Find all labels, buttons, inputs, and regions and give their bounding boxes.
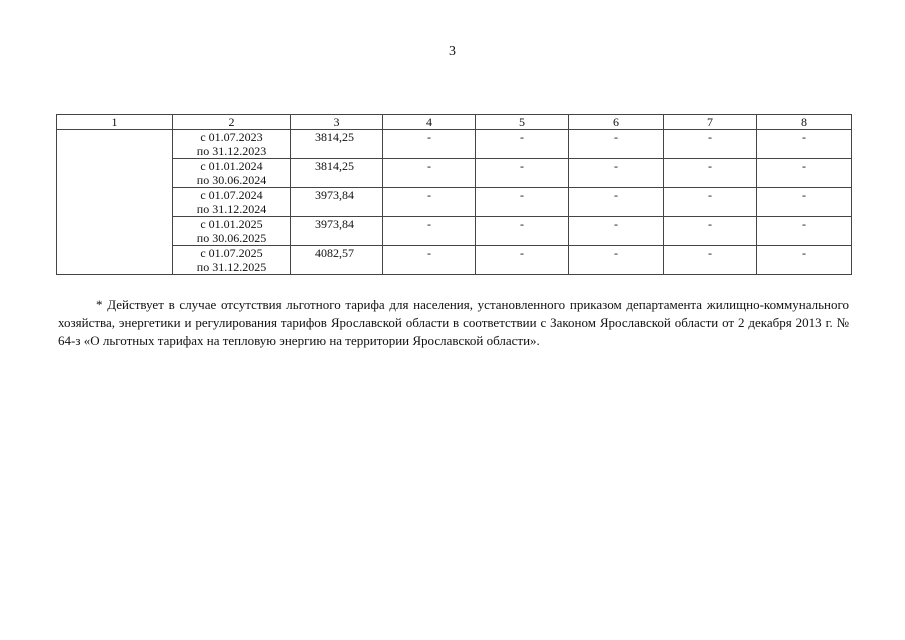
tariff-value: 3814,25 — [291, 159, 383, 188]
period-from: с 01.07.2024 — [200, 188, 263, 202]
cell-col-8: - — [757, 217, 852, 246]
cell-col-4: - — [383, 217, 476, 246]
cell-col-5: - — [476, 246, 569, 275]
cell-col-6: - — [569, 159, 664, 188]
cell-col-7: - — [664, 188, 757, 217]
column-header-4: 4 — [383, 115, 476, 130]
column-header-7: 7 — [664, 115, 757, 130]
table-row — [57, 246, 852, 275]
cell-col-6: - — [569, 188, 664, 217]
period-cell — [173, 217, 291, 246]
table-row — [57, 217, 852, 246]
period-to: по 30.06.2024 — [196, 173, 267, 187]
tariff-value: 3814,25 — [291, 130, 383, 159]
period-from: с 01.01.2025 — [200, 217, 263, 231]
period-from: с 01.07.2023 — [200, 130, 263, 144]
column-header-1: 1 — [57, 115, 173, 130]
tariff-value: 3973,84 — [291, 188, 383, 217]
column-header-5: 5 — [476, 115, 569, 130]
cell-col-5: - — [476, 159, 569, 188]
period-cell — [173, 130, 291, 159]
cell-col-6: - — [569, 217, 664, 246]
period-to: по 31.12.2023 — [196, 144, 267, 158]
cell-col-4: - — [383, 159, 476, 188]
cell-col-5: - — [476, 188, 569, 217]
cell-col-4: - — [383, 246, 476, 275]
column-header-3: 3 — [291, 115, 383, 130]
cell-col-7: - — [664, 246, 757, 275]
footnote: * Действует в случае отсутствия льготного тарифа для населения, установленного приказом департамента жилищно-коммунального хозяйства, энергетики и регулирования тарифов Ярославской области в соответствии с Законом Ярославской области от 2 декабря 2013 г. № 64-з «О льготных тарифах на тепловую энергию на территории Ярославской области». — [58, 297, 849, 348]
tariff-value: 4082,57 — [291, 246, 383, 275]
period-from: с 01.01.2024 — [200, 159, 263, 173]
cell-col-8: - — [757, 130, 852, 159]
column-header-6: 6 — [569, 115, 664, 130]
period-from: с 01.07.2025 — [200, 246, 263, 260]
merged-category-cell — [57, 130, 173, 275]
cell-col-8: - — [757, 159, 852, 188]
cell-col-7: - — [664, 217, 757, 246]
column-header-2: 2 — [173, 115, 291, 130]
table-row — [57, 130, 852, 159]
period-to: по 31.12.2024 — [196, 202, 267, 216]
column-header-8: 8 — [757, 115, 852, 130]
cell-col-7: - — [664, 159, 757, 188]
table-header-row — [57, 115, 852, 130]
table-row — [57, 188, 852, 217]
tariff-value: 3973,84 — [291, 217, 383, 246]
table-row — [57, 159, 852, 188]
page-number: 3 — [449, 44, 456, 59]
tariff-table — [56, 114, 852, 275]
cell-col-6: - — [569, 130, 664, 159]
cell-col-7: - — [664, 130, 757, 159]
period-to: по 31.12.2025 — [196, 260, 267, 274]
cell-col-4: - — [383, 188, 476, 217]
cell-col-4: - — [383, 130, 476, 159]
cell-col-8: - — [757, 246, 852, 275]
cell-col-6: - — [569, 246, 664, 275]
cell-col-5: - — [476, 217, 569, 246]
cell-col-8: - — [757, 188, 852, 217]
period-cell — [173, 188, 291, 217]
period-to: по 30.06.2025 — [196, 231, 267, 245]
cell-col-5: - — [476, 130, 569, 159]
period-cell — [173, 159, 291, 188]
period-cell — [173, 246, 291, 275]
